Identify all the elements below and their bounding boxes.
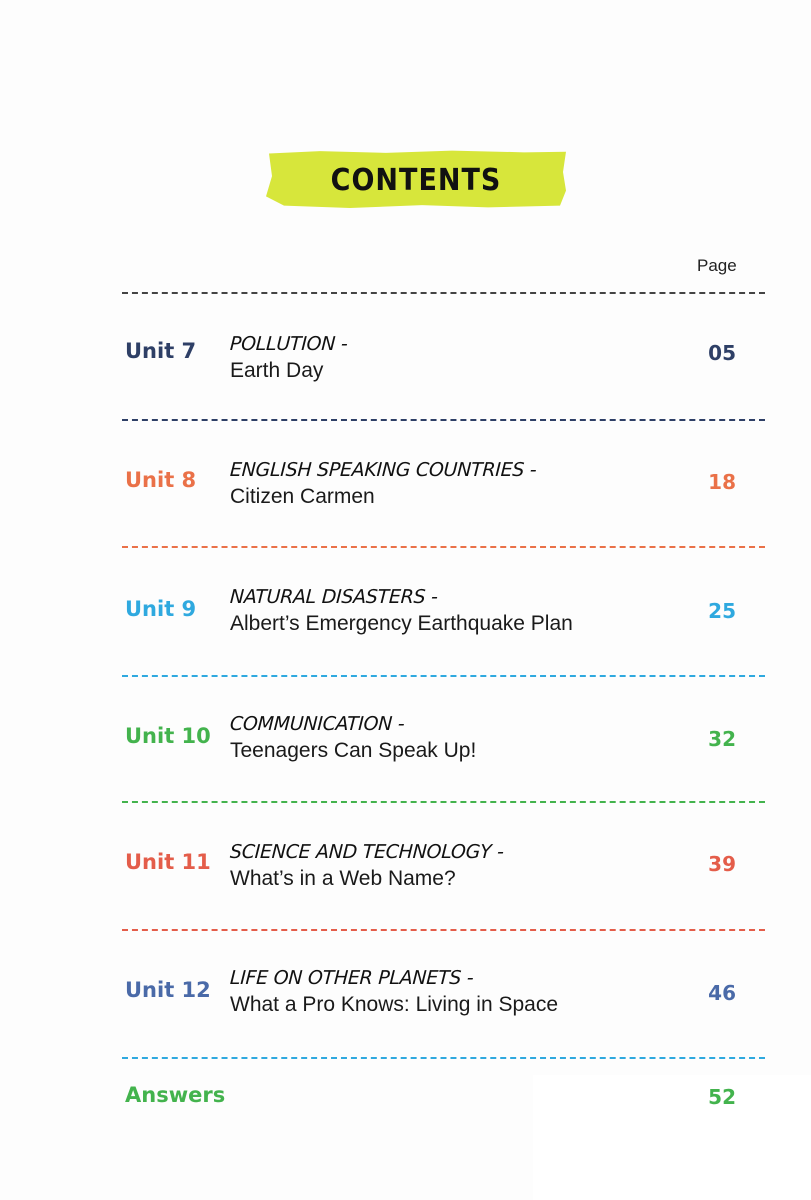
divider-unit-8 (122, 546, 765, 548)
unit-label: Unit 7 (125, 339, 197, 363)
page-number: 46 (708, 981, 736, 1005)
page-column-label: Page (697, 256, 737, 275)
unit-title: ENGLISH SPEAKING COUNTRIES - (229, 459, 537, 481)
page-number: 05 (708, 341, 736, 365)
unit-label: Unit 8 (125, 468, 197, 492)
unit-label: Unit 10 (125, 724, 211, 748)
unit-subtitle: What’s in a Web Name? (230, 867, 456, 890)
unit-label: Unit 11 (125, 850, 211, 874)
scan-corner-patch (533, 1075, 811, 1200)
unit-title: POLLUTION - (229, 333, 349, 355)
bleed-through-heading (250, 78, 274, 146)
divider-unit-7 (122, 419, 765, 421)
page-number: 39 (708, 852, 736, 876)
unit-title: SCIENCE AND TECHNOLOGY - (229, 841, 505, 863)
unit-title: COMMUNICATION - (229, 713, 405, 735)
page-number: 32 (708, 727, 736, 751)
answers-label: Answers (125, 1083, 226, 1107)
divider-unit-9 (122, 675, 765, 677)
divider-unit-11 (122, 929, 765, 931)
unit-subtitle: Teenagers Can Speak Up! (230, 739, 477, 762)
divider-unit-10 (122, 801, 765, 803)
page-number: 52 (708, 1085, 736, 1109)
unit-subtitle: Earth Day (230, 359, 324, 382)
unit-label: Unit 9 (125, 597, 197, 621)
page-number: 25 (708, 599, 736, 623)
unit-subtitle: Citizen Carmen (230, 485, 375, 508)
page-title: CONTENTS (330, 163, 502, 199)
unit-subtitle: What a Pro Knows: Living in Space (230, 993, 559, 1016)
page-number: 18 (708, 470, 736, 494)
contents-heading (266, 150, 566, 208)
divider-unit-12 (122, 1057, 765, 1059)
unit-title: LIFE ON OTHER PLANETS - (229, 967, 474, 989)
unit-label: Unit 12 (125, 978, 211, 1002)
unit-title: NATURAL DISASTERS - (229, 586, 439, 608)
unit-subtitle: Albert’s Emergency Earthquake Plan (230, 612, 573, 635)
header-divider (122, 292, 765, 294)
